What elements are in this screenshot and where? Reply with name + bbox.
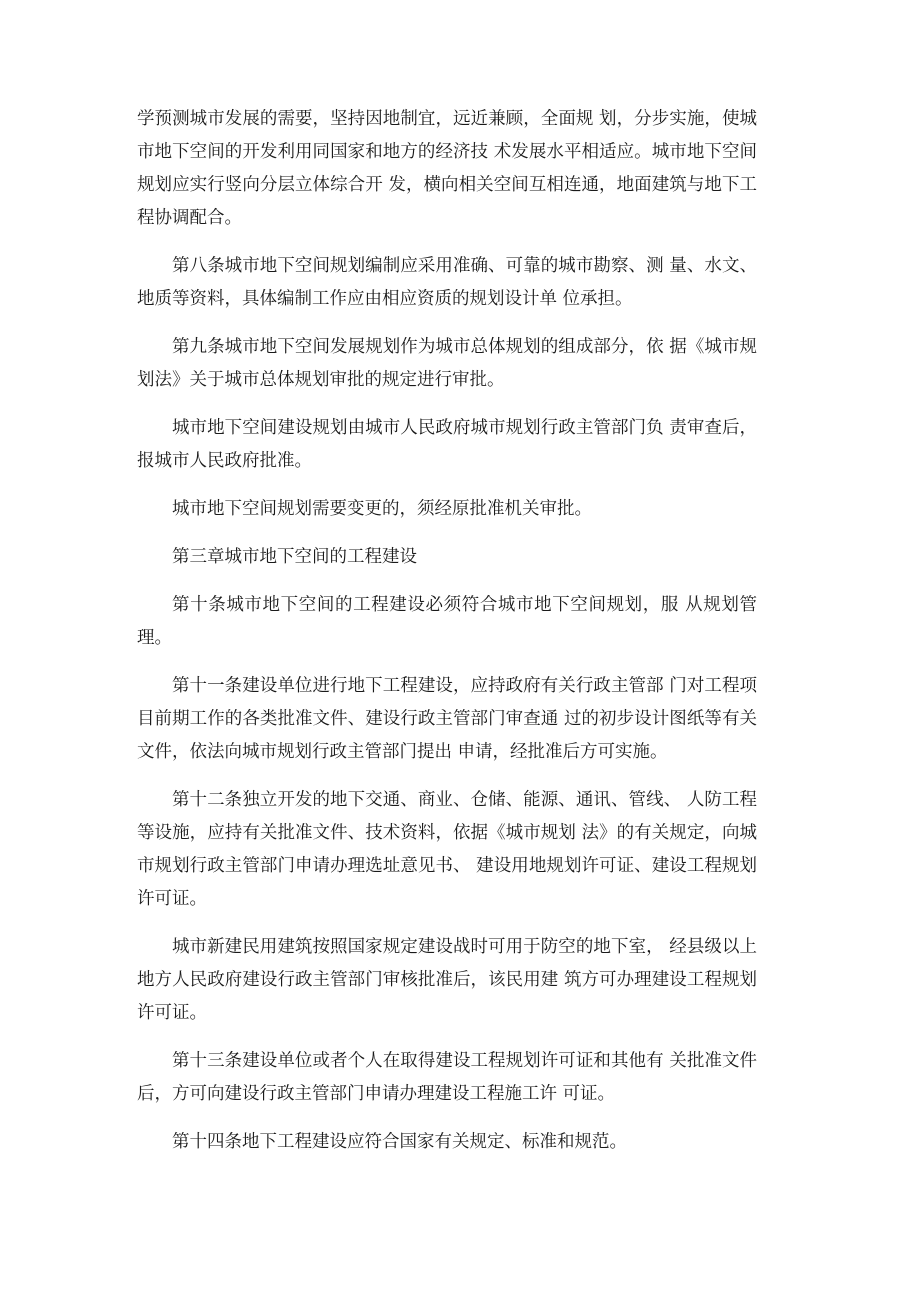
article-13: 第十三条建设单位或者个人在取得建设工程规划许可证和其他有 关批准文件后，方可向建设行政主管部门申请办理建设工程施工许 可证。 — [137, 1051, 757, 1104]
article-8: 第八条城市地下空间规划编制应采用准确、可靠的城市勘察、测 量、水文、地质等资料，具体编制工作应由相应资质的规划设计单 位承担。 — [137, 256, 757, 309]
article-14: 第十四条地下工程建设应符合国家有关规定、标准和规范。 — [172, 1132, 627, 1152]
paragraph-continued: 学预测城市发展的需要，坚持因地制宜，远近兼顾，全面规 划，分步实施，使城市地下空间的开发利用同国家和地方的经济技 术发展水平相适应。城市地下空间规划应实行竖向分层立体综合开 发，横向相关空间互相连通，地面建筑与地下工程协调配合。 — [137, 109, 757, 228]
article-11: 第十一条建设单位进行地下工程建设，应持政府有关行政主管部 门对工程项目前期工作的各类批准文件、建设行政主管部门审查通 过的初步设计图纸等有关文件，依法向城市规划行政主管部门提出 申请，经批准后方可实施。 — [137, 676, 757, 762]
document-page — [137, 0, 757, 1174]
chapter-3-heading: 第三章城市地下空间的工程建设 — [172, 547, 417, 567]
article-9: 第九条城市地下空间发展规划作为城市总体规划的组成部分，依 据《城市规划法》关于城市总体规划审批的规定进行审批。 — [137, 337, 757, 390]
article-12-clause-2: 城市新建民用建筑按照国家规定建设战时可用于防空的地下室， 经县级以上地方人民政府建设行政主管部门审核批准后，该民用建 筑方可办理建设工程规划许可证。 — [137, 937, 757, 1023]
article-9-clause-2: 城市地下空间建设规划由城市人民政府城市规划行政主管部门负 责审查后，报城市人民政府批准。 — [137, 418, 757, 471]
article-9-clause-3: 城市地下空间规划需要变更的，须经原批准机关审批。 — [172, 499, 592, 519]
article-10: 第十条城市地下空间的工程建设必须符合城市地下空间规划，服 从规划管理。 — [137, 595, 757, 648]
article-12: 第十二条独立开发的地下交通、商业、仓储、能源、通讯、管线、 人防工程等设施，应持有关批准文件、技术资料，依据《城市规划 法》的有关规定，向城市规划行政主管部门申请办理选址意见书、 建设用地规划许可证、建设工程规划许可证。 — [137, 790, 757, 909]
